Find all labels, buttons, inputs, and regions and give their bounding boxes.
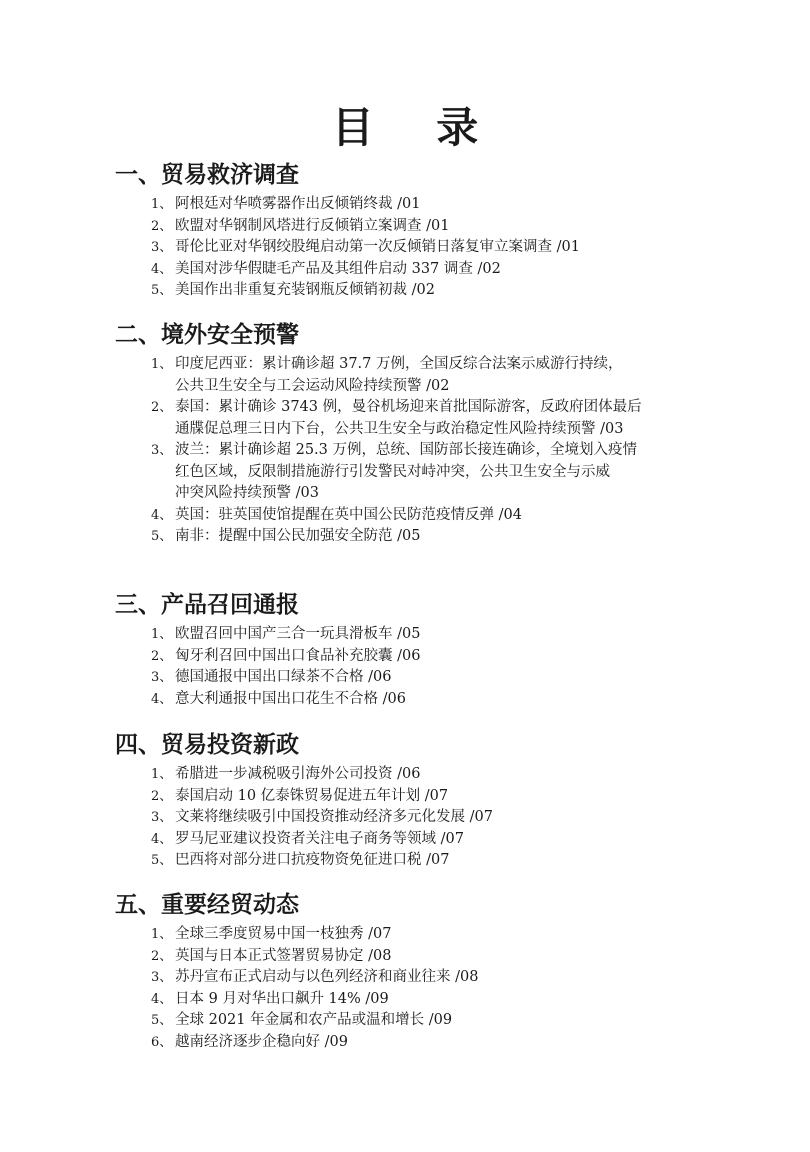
toc-section [115, 320, 715, 548]
toc-entry-text: 意大利通报中国出口花生不合格 /06 [175, 690, 406, 707]
toc-entry[interactable] [115, 216, 715, 238]
toc-entry[interactable] [115, 397, 715, 440]
toc-entry-text: 巴西将对部分进口抗疫物资免征进口税 /07 [175, 852, 450, 868]
section-heading: 三、产品召回通报 [115, 591, 299, 618]
toc-entry-text: 德国通报中国出口绿茶不合格 /06 [175, 669, 392, 685]
toc-entry-text: 欧盟召回中国产三合一玩具滑板车 /05 [175, 626, 421, 642]
toc-entry-number: 4、 [151, 261, 173, 277]
toc-entry-text: 全球 2021 年金属和农产品或温和增长 /09 [175, 1012, 453, 1028]
toc-entry[interactable] [115, 646, 715, 668]
toc-entry-number: 4、 [151, 831, 173, 847]
toc-entry-list [115, 624, 715, 710]
toc-entry[interactable] [115, 786, 715, 808]
section-heading: 二、境外安全预警 [115, 321, 299, 348]
toc-entry[interactable] [115, 624, 715, 646]
toc-entry-text: 希腊进一步减税吸引海外公司投资 /06 [175, 766, 421, 782]
toc-entry-number: 3、 [151, 443, 173, 458]
toc-entry-text: 全球三季度贸易中国一枝独秀 /07 [175, 926, 392, 942]
toc-entry-number: 2、 [151, 218, 173, 234]
toc-entry-number: 1、 [151, 927, 173, 942]
toc-entry[interactable] [115, 440, 715, 505]
toc-entry-text: 美国对涉华假睫毛产品及其组件启动 337 调查 /02 [175, 260, 501, 277]
toc-entry[interactable] [115, 354, 715, 397]
toc-entry-list [115, 924, 715, 1053]
toc-entry-number: 1、 [151, 767, 173, 782]
toc-entry-list [115, 354, 715, 548]
toc-entry-text: 越南经济逐步企稳向好 /09 [175, 1033, 348, 1050]
section-heading: 一、贸易救济调查 [115, 161, 299, 188]
toc-entry[interactable] [115, 1010, 715, 1032]
toc-entry[interactable] [115, 829, 715, 851]
toc-entry-number: 1、 [151, 627, 173, 642]
toc-entry[interactable] [115, 967, 715, 989]
toc-entry-number: 2、 [151, 400, 173, 415]
toc-section [115, 730, 715, 872]
toc-entry-number: 4、 [151, 507, 173, 523]
toc-entry-number: 1、 [151, 357, 173, 372]
toc-entry[interactable] [115, 280, 715, 302]
toc-entry[interactable] [115, 237, 715, 259]
page-title: 目 录 [331, 103, 503, 152]
toc-entry-text: 通牒促总理三日内下台，公共卫生安全与政治稳定性风险持续预警 /03 [175, 420, 624, 437]
toc-entry-text: 罗马尼亚建议投资者关注电子商务等领域 /07 [175, 830, 464, 847]
toc-entry-text: 红色区域，反限制措施游行引发警民对峙冲突，公共卫生安全与示威 [175, 463, 610, 480]
toc-entry-number: 3、 [151, 970, 173, 985]
toc-entry-number: 5、 [151, 529, 173, 544]
toc-entry-text: 文莱将继续吸引中国投资推动经济多元化发展 /07 [175, 809, 493, 825]
toc-section [115, 590, 715, 710]
toc-entry-text: 苏丹宣布正式启动与以色列经济和商业往来 /08 [175, 969, 479, 985]
toc-entry[interactable] [115, 689, 715, 711]
toc-entry-text: 波兰：累计确诊超 25.3 万例，总统、国防部长接连确诊，全境划入疫情 [175, 442, 638, 458]
toc-entry-number: 3、 [151, 810, 173, 825]
toc-entry-text: 日本 9 月对华出口飙升 14% /09 [175, 990, 389, 1007]
toc-entry[interactable] [115, 850, 715, 872]
toc-entry-text: 英国与日本正式签署贸易协定 /08 [175, 947, 392, 964]
toc-section [115, 160, 715, 302]
toc-entry-text: 欧盟对华钢制风塔进行反倾销立案调查 /01 [175, 217, 450, 234]
toc-entry[interactable] [115, 505, 715, 527]
toc-entry[interactable] [115, 259, 715, 281]
toc-entry-number: 6、 [151, 1034, 173, 1050]
toc-entry-text: 美国作出非重复充装钢瓶反倾销初裁 /02 [175, 282, 435, 298]
toc-entry-text: 印度尼西亚：累计确诊超 37.7 万例，全国反综合法案示威游行持续， [175, 356, 623, 372]
toc-entry[interactable] [115, 667, 715, 689]
toc-entry-text: 泰国启动 10 亿泰铢贸易促进五年计划 /07 [175, 787, 449, 804]
toc-entry[interactable] [115, 946, 715, 968]
toc-entry-number: 2、 [151, 648, 173, 664]
toc-entry-number: 2、 [151, 948, 173, 964]
toc-entry-number: 4、 [151, 691, 173, 707]
toc-entry[interactable] [115, 1032, 715, 1054]
toc-entry-number: 5、 [151, 1013, 173, 1028]
toc-entry-text: 冲突风险持续预警 /03 [175, 485, 319, 501]
toc-entry[interactable] [115, 807, 715, 829]
toc-entry-list [115, 764, 715, 872]
toc-entry[interactable] [115, 526, 715, 548]
toc-entry[interactable] [115, 194, 715, 216]
toc-entry-text: 公共卫生安全与工会运动风险持续预警 /02 [175, 377, 450, 394]
toc-entry-text: 英国：驻英国使馆提醒在英中国公民防范疫情反弹 /04 [175, 506, 522, 523]
toc-entry-list [115, 194, 715, 302]
toc-entry[interactable] [115, 989, 715, 1011]
toc-entry[interactable] [115, 924, 715, 946]
toc-entry-text: 南非：提醒中国公民加强安全防范 /05 [175, 528, 421, 544]
toc-entry-number: 3、 [151, 240, 173, 255]
toc-entry-text: 阿根廷对华喷雾器作出反倾销终裁 /01 [175, 196, 421, 212]
toc-entry-text: 匈牙利召回中国出口食品补充胶囊 /06 [175, 647, 421, 664]
toc-entry-number: 5、 [151, 853, 173, 868]
section-heading: 四、贸易投资新政 [115, 731, 299, 758]
toc-entry-number: 5、 [151, 283, 173, 298]
toc-entry-text: 哥伦比亚对华钢绞股绳启动第一次反倾销日落复审立案调查 /01 [175, 239, 580, 255]
toc-entry-number: 4、 [151, 991, 173, 1007]
toc-section [115, 890, 715, 1053]
toc-entry-number: 2、 [151, 788, 173, 804]
toc-entry-number: 3、 [151, 670, 173, 685]
section-heading: 五、重要经贸动态 [115, 891, 299, 918]
toc-entry-number: 1、 [151, 197, 173, 212]
toc-entry-text: 泰国：累计确诊 3743 例，曼谷机场迎来首批国际游客，反政府团体最后 [175, 399, 642, 415]
toc-entry[interactable] [115, 764, 715, 786]
